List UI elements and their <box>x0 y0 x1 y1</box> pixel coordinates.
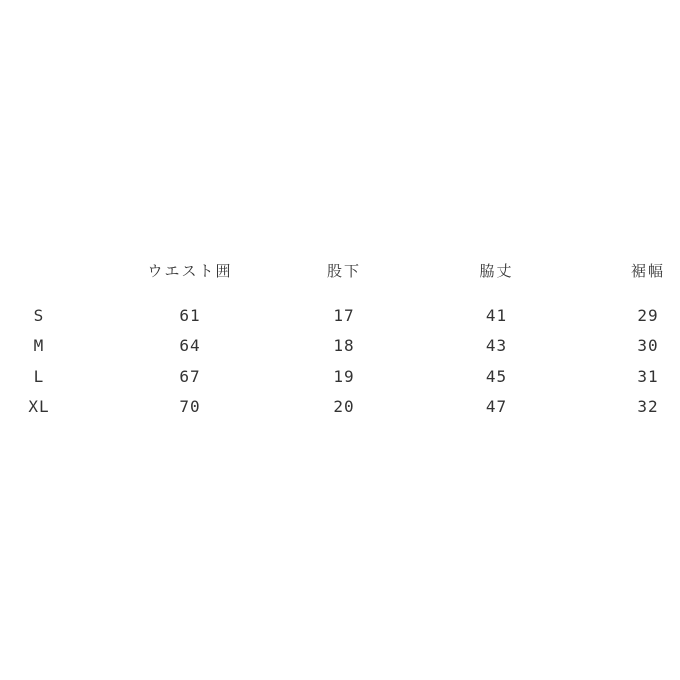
waist-value: 61 <box>179 305 201 325</box>
hem-width-value: 31 <box>637 366 659 386</box>
side-length-value: 43 <box>485 336 508 356</box>
side-length-value: 45 <box>485 366 508 386</box>
inseam-value: 18 <box>333 336 355 356</box>
side-length-value: 47 <box>485 397 508 417</box>
table-row-l <box>0 361 680 392</box>
header-cell-inseam: 股下 <box>326 261 361 280</box>
table-row-m <box>0 331 680 362</box>
size-label: S <box>33 305 45 325</box>
header-cell-waist: ウエスト囲 <box>147 261 233 280</box>
header-cell-side-length: 脇丈 <box>479 261 514 280</box>
header-body-spacer <box>0 286 680 300</box>
hem-width-value: 30 <box>637 336 659 356</box>
size-label: XL <box>28 397 50 417</box>
size-chart-header-row <box>0 254 680 286</box>
waist-value: 70 <box>179 397 201 417</box>
size-chart-table <box>0 254 680 422</box>
hem-width-value: 32 <box>637 397 659 417</box>
waist-value: 67 <box>179 366 201 386</box>
header-cell-hem-width: 裾幅 <box>630 261 665 280</box>
inseam-value: 20 <box>333 397 355 417</box>
hem-width-value: 29 <box>637 305 659 325</box>
size-label: M <box>33 336 45 356</box>
side-length-value: 41 <box>485 305 508 325</box>
size-label: L <box>33 366 45 386</box>
table-row-s <box>0 300 680 331</box>
waist-value: 64 <box>179 336 201 356</box>
table-row-xl <box>0 392 680 423</box>
inseam-value: 19 <box>333 366 355 386</box>
inseam-value: 17 <box>333 305 355 325</box>
